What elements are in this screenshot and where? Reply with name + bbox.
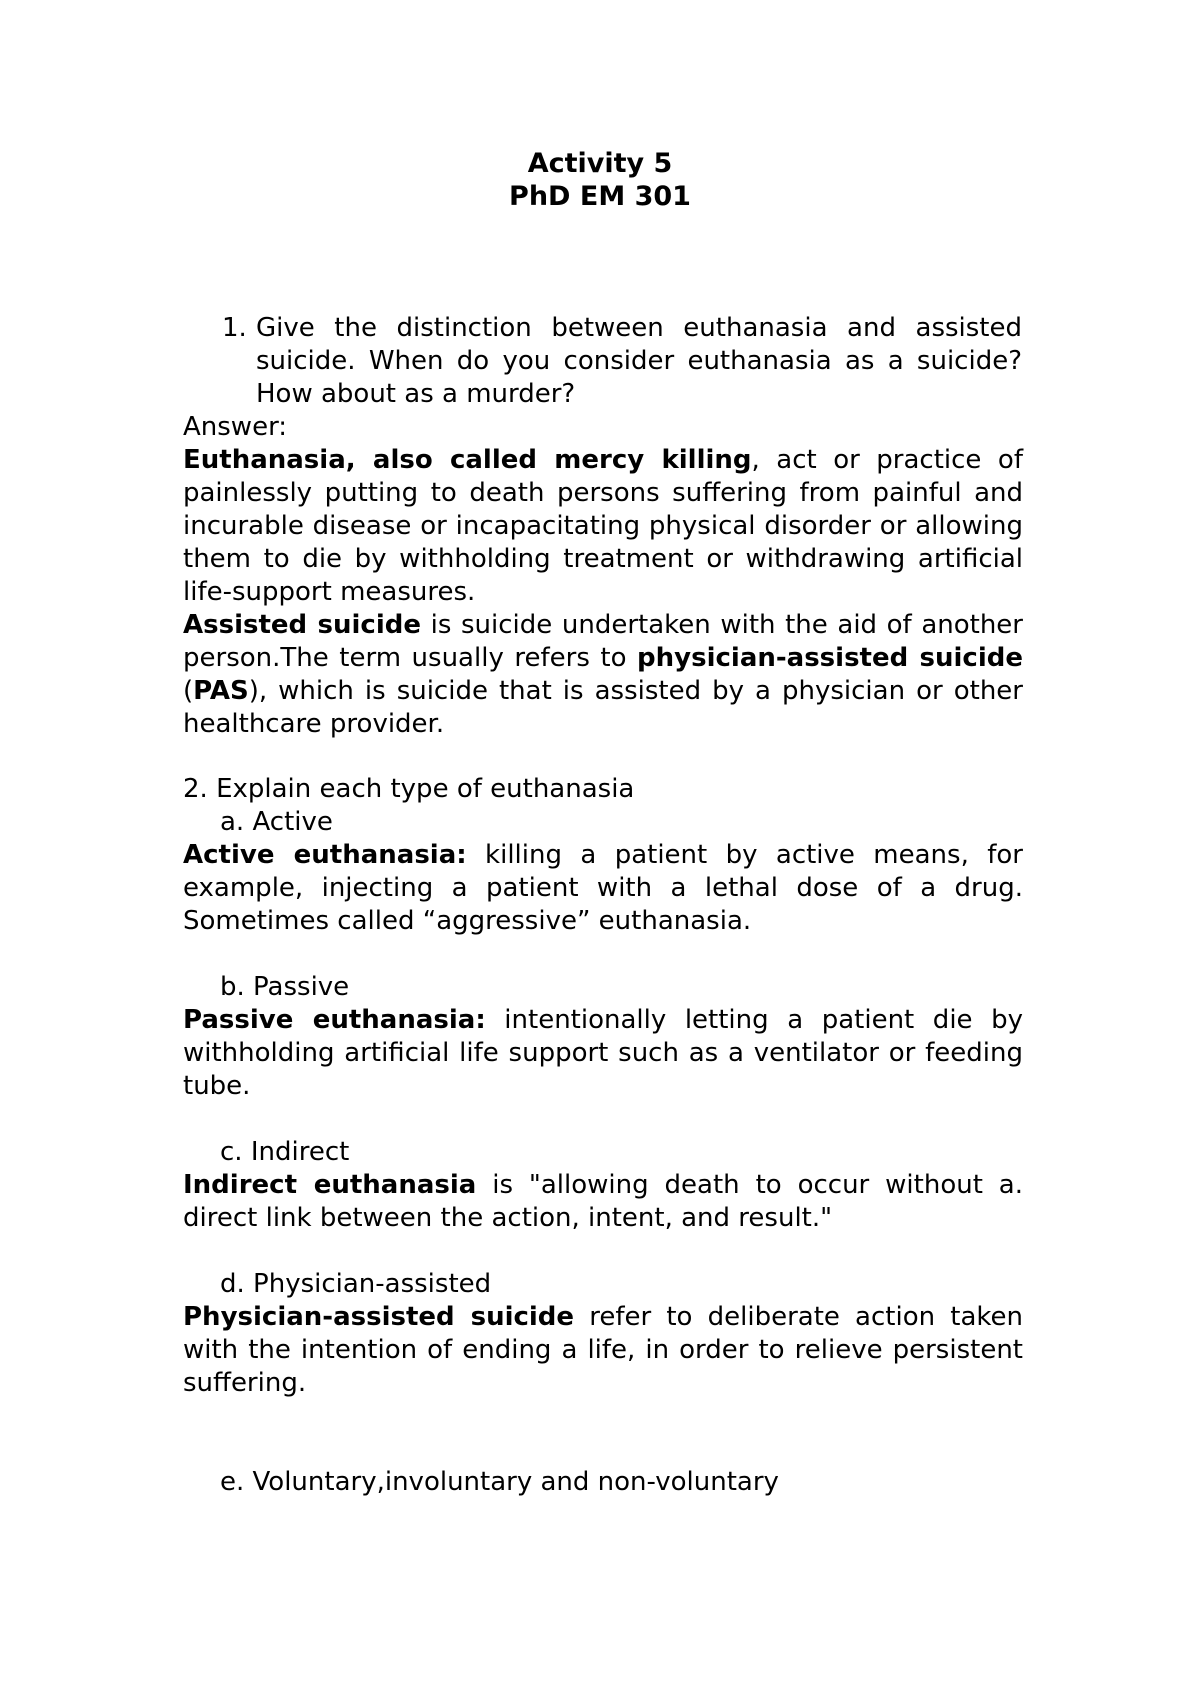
- type-label-voluntary: e. Voluntary,involuntary and non-voluntary: [220, 1467, 779, 1497]
- question-number: 1.: [222, 313, 247, 343]
- assisted-suicide-definition: [183, 609, 1023, 741]
- type-label-indirect: c. Indirect: [220, 1137, 350, 1167]
- pas-abbreviation: PAS: [193, 676, 249, 706]
- type-text-physician-assisted: refer to deliberate action taken with the intention of ending a life, in order to relieve persistent suffering.: [183, 1302, 1023, 1398]
- type-label-active: a. Active: [220, 807, 333, 837]
- type-definition-active: [183, 839, 1023, 938]
- type-term-active: Active euthanasia:: [183, 840, 467, 870]
- type-text-indirect: is "allowing death to occur without a. direct link between the action, intent, and result.": [183, 1170, 1024, 1233]
- type-label-passive: b. Passive: [220, 972, 350, 1002]
- euthanasia-text: , act or practice of painlessly putting to death persons suffering from painful and incurable disease or incapacitating physical disorder or allowing them to die by withholding treatment or withdrawing artificial life-support measures.: [183, 445, 1023, 607]
- answer-label: Answer:: [183, 412, 288, 442]
- type-term-indirect: Indirect euthanasia: [183, 1170, 477, 1200]
- document-title: Activity 5: [527, 148, 673, 179]
- pas-term: physician-assisted suicide: [637, 643, 1024, 673]
- question-1: [222, 312, 1022, 411]
- type-term-passive: Passive euthanasia:: [183, 1005, 486, 1035]
- type-term-physician-assisted: Physician-assisted suicide: [183, 1302, 575, 1332]
- document-subtitle: PhD EM 301: [509, 181, 691, 212]
- type-definition-indirect: [183, 1169, 1023, 1235]
- euthanasia-definition: [183, 444, 1023, 609]
- type-label-physician-assisted: d. Physician-assisted: [220, 1269, 492, 1299]
- question-2-heading: 2. Explain each type of euthanasia: [183, 774, 635, 804]
- type-definition-physician-assisted: [183, 1301, 1023, 1400]
- type-text-passive: intentionally letting a patient die by withholding artificial life support such as a ventilator or feeding tube.: [183, 1005, 1023, 1101]
- euthanasia-term: Euthanasia, also called mercy killing: [183, 445, 752, 475]
- assisted-suicide-text-1: is suicide undertaken with the aid of another person.The term usually refers to: [183, 610, 1023, 673]
- assisted-suicide-text-2: (: [183, 676, 194, 706]
- question-text: Give the distinction between euthanasia and assisted suicide. When do you consider euthanasia as a suicide? How about as a murder?: [256, 313, 1022, 409]
- assisted-suicide-term: Assisted suicide: [183, 610, 421, 640]
- type-text-active: killing a patient by active means, for example, injecting a patient with a lethal dose of a drug. Sometimes called “aggressive” euthanasia.: [183, 840, 1023, 936]
- type-definition-passive: [183, 1004, 1023, 1103]
- assisted-suicide-text-3: ), which is suicide that is assisted by a physician or other healthcare provider.: [183, 676, 1023, 739]
